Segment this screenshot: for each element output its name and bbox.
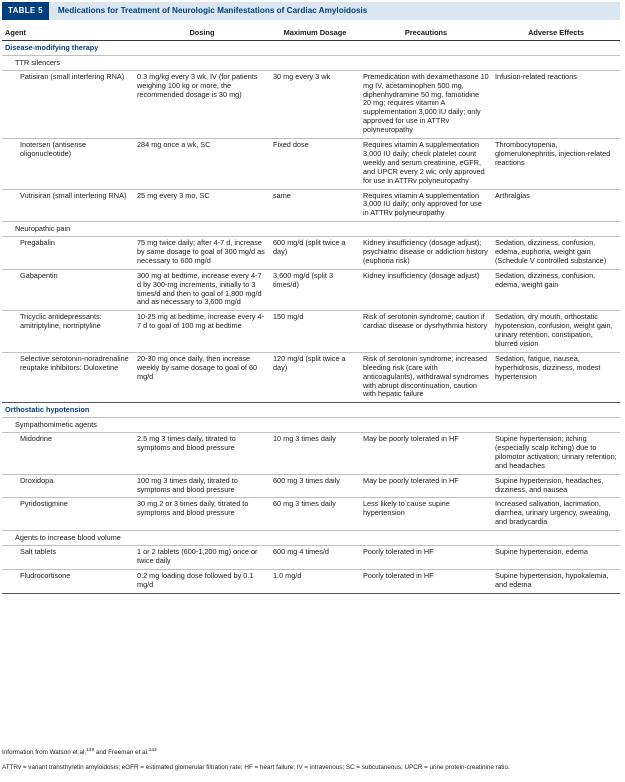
table-number-badge: TABLE 5 xyxy=(2,2,49,20)
header-max-dosage: Maximum Dosage xyxy=(270,28,360,41)
abbreviations-footnote: ATTRv = variant transthyretin amyloidosis; eGFR = estimated glomerular filtration rate; HF = heart failure; IV = intravenous; SC = subcutaneous; UPCR = urine protein-creatinine ratio. xyxy=(2,764,510,771)
dosing-cell: 1 or 2 tablets (600-1,200 mg) once or twice daily xyxy=(134,546,270,570)
max-dosage-cell: 600 mg 3 times daily xyxy=(270,474,360,498)
subsection-label: Sympathomimetic agents xyxy=(2,418,620,433)
table-row xyxy=(2,311,620,353)
section-label: Orthostatic hypotension xyxy=(2,403,620,418)
agent-cell: Tricyclic antidepressants: amitriptyline, nortriptyline xyxy=(2,311,134,353)
adverse-effects-cell: Sedation, dizziness, confusion, edema, euphoria, weight gain (Schedule V controlled substance) xyxy=(492,237,620,270)
subsection-label: Neuropathic pain xyxy=(2,222,620,237)
adverse-effects-cell: Sedation, dry mouth, orthostatic hypotension, confusion, weight gain, urinary retention, constipation, blurred vision xyxy=(492,311,620,353)
max-dosage-cell: 60 mg 3 times daily xyxy=(270,498,360,531)
source-mid: and Freeman et al. xyxy=(94,749,149,757)
table-row xyxy=(2,70,620,138)
max-dosage-cell: 600 mg 4 times/d xyxy=(270,546,360,570)
header-dosing: Dosing xyxy=(134,28,270,41)
table-title: Medications for Treatment of Neurologic Manifestations of Cardiac Amyloidosis xyxy=(57,6,368,15)
precautions-cell: May be poorly tolerated in HF xyxy=(360,474,492,498)
agent-cell: Patisiran (small interfering RNA) xyxy=(2,70,134,138)
medications-table xyxy=(2,28,620,594)
agent-cell: Pregabalin xyxy=(2,237,134,270)
subsection-label: Agents to increase blood volume xyxy=(2,531,620,546)
header-agent: Agent xyxy=(2,28,134,41)
table-row xyxy=(2,269,620,311)
precautions-cell: Risk of serotonin syndrome; caution if cardiac disease or dysrhythmia history xyxy=(360,311,492,353)
subsection-row xyxy=(2,55,620,70)
header-precautions: Precautions xyxy=(360,28,492,41)
adverse-effects-cell: Thrombocytopenia, glomerulonephritis, injection-related reactions xyxy=(492,139,620,189)
adverse-effects-cell: Sedation, fatigue, nausea, hyperhidrosis, dizziness, modest hypertension xyxy=(492,352,620,402)
precautions-cell: Poorly tolerated in HF xyxy=(360,569,492,593)
precautions-cell: Premedication with dexamethasone 10 mg IV, acetaminophen 500 mg, diphenhydramine 50 mg, famotidine 20 mg; requires vitamin A supplementation 3,000 IU daily; only approved for use in ATTRv polyneuropathy xyxy=(360,70,492,138)
adverse-effects-cell: Arthralgias xyxy=(492,189,620,222)
subsection-row xyxy=(2,531,620,546)
max-dosage-cell: same xyxy=(270,189,360,222)
dosing-cell: 284 mg once a wk, SC xyxy=(134,139,270,189)
adverse-effects-cell: Sedation, dizziness, confusion, edema, weight gain xyxy=(492,269,620,311)
agent-cell: Vutrisiran (small interfering RNA) xyxy=(2,189,134,222)
max-dosage-cell: Fixed dose xyxy=(270,139,360,189)
agent-cell: Fludrocortisone xyxy=(2,569,134,593)
adverse-effects-cell: Supine hypertension, edema xyxy=(492,546,620,570)
table-row xyxy=(2,433,620,475)
dosing-cell: 300 mg at bedtime, increase every 4-7 d by 300-mg increments, initially to 3 times/d and then to goal of 1,800 mg/d and as necessary to 3,600 mg/d xyxy=(134,269,270,311)
source-ref-1: 139 xyxy=(86,748,95,753)
agent-cell: Droxidopa xyxy=(2,474,134,498)
dosing-cell: 100 mg 3 times daily, titrated to symptoms and blood pressure xyxy=(134,474,270,498)
dosing-cell: 20-30 mg once daily, then increase weekly by same dosage to goal of 60 mg/d xyxy=(134,352,270,402)
subsection-label: TTR silencers xyxy=(2,55,620,70)
precautions-cell: Risk of serotonin syndrome; increased bleeding risk (care with anticoagulants), withdrawal syndromes with abrupt discontinuation, caution with hepatic failure xyxy=(360,352,492,402)
subsection-row xyxy=(2,418,620,433)
section-row xyxy=(2,403,620,418)
max-dosage-cell: 3,600 mg/d (split 3 times/d) xyxy=(270,269,360,311)
max-dosage-cell: 150 mg/d xyxy=(270,311,360,353)
agent-cell: Salt tablets xyxy=(2,546,134,570)
dosing-cell: 2.5 mg 3 times daily, titrated to symptoms and blood pressure xyxy=(134,433,270,475)
precautions-cell: Less likely to cause supine hypertension xyxy=(360,498,492,531)
max-dosage-cell: 30 mg every 3 wk xyxy=(270,70,360,138)
dosing-cell: 0.3 mg/kg every 3 wk, IV (for patients weighing 100 kg or more, the recommended dosage is 30 mg) xyxy=(134,70,270,138)
adverse-effects-cell: Infusion-related reactions xyxy=(492,70,620,138)
dosing-cell: 10-25 mg at bedtime, increase every 4-7 d to goal of 100 mg at bedtime xyxy=(134,311,270,353)
source-footnote xyxy=(2,748,620,757)
max-dosage-cell: 1.0 mg/d xyxy=(270,569,360,593)
table-title-bar xyxy=(2,2,620,20)
dosing-cell: 75 mg twice daily; after 4-7 d, increase by same dosage to goal of 300 mg/d as necessary to 600 mg/d xyxy=(134,237,270,270)
table-row xyxy=(2,474,620,498)
precautions-cell: Poorly tolerated in HF xyxy=(360,546,492,570)
dosing-cell: 25 mg every 3 mo, SC xyxy=(134,189,270,222)
adverse-effects-cell: Supine hypertension, hypokalemia, and edema xyxy=(492,569,620,593)
adverse-effects-cell: Increased salivation, lacrimation, diarrhea, urinary urgency, sweating, and bradycardia xyxy=(492,498,620,531)
precautions-cell: Requires vitamin A supplementation 3,000 IU daily; only approved for use in ATTRv polyneuropathy xyxy=(360,189,492,222)
source-text: Information from Watson et al. xyxy=(2,749,87,757)
precautions-cell: Kidney insufficiency (dosage adjust); psychiatric disease or addiction history (euphoria risk) xyxy=(360,237,492,270)
table-row xyxy=(2,139,620,189)
agent-cell: Gabapentin xyxy=(2,269,134,311)
table-row xyxy=(2,569,620,593)
table-row xyxy=(2,189,620,222)
section-label: Disease-modifying therapy xyxy=(2,41,620,56)
table-row xyxy=(2,546,620,570)
table-body xyxy=(2,41,620,594)
agent-cell: Inotersen (antisense oligonucleotide) xyxy=(2,139,134,189)
precautions-cell: Kidney insufficiency (dosage adjust) xyxy=(360,269,492,311)
header-adverse-effects: Adverse Effects xyxy=(492,28,620,41)
header-row xyxy=(2,28,620,41)
precautions-cell: May be poorly tolerated in HF xyxy=(360,433,492,475)
table-row xyxy=(2,498,620,531)
dosing-cell: 30 mg 2 or 3 times daily, titrated to symptoms and blood pressure xyxy=(134,498,270,531)
source-ref-2: 142 xyxy=(148,748,157,753)
table-row xyxy=(2,352,620,402)
max-dosage-cell: 120 mg/d (split twice a day) xyxy=(270,352,360,402)
max-dosage-cell: 600 mg/d (split twice a day) xyxy=(270,237,360,270)
precautions-cell: Requires vitamin A supplementation 3,000 IU daily; check platelet count weekly and serum creatinine, eGFR, and UPCR every 2 wk; only approved for use in ATTRv polyneuropathy xyxy=(360,139,492,189)
max-dosage-cell: 10 mg 3 times daily xyxy=(270,433,360,475)
subsection-row xyxy=(2,222,620,237)
agent-cell: Midodrine xyxy=(2,433,134,475)
agent-cell: Pyridostigmine xyxy=(2,498,134,531)
adverse-effects-cell: Supine hypertension; itching (especially scalp itching) due to pilomotor activation; urinary retention; and headaches xyxy=(492,433,620,475)
adverse-effects-cell: Supine hypertension, headaches, dizziness, and nausea xyxy=(492,474,620,498)
section-row xyxy=(2,41,620,56)
dosing-cell: 0.2 mg loading dose followed by 0.1 mg/d xyxy=(134,569,270,593)
agent-cell: Selective serotonin-noradrenaline reuptake inhibitors: Duloxetine xyxy=(2,352,134,402)
table-row xyxy=(2,237,620,270)
